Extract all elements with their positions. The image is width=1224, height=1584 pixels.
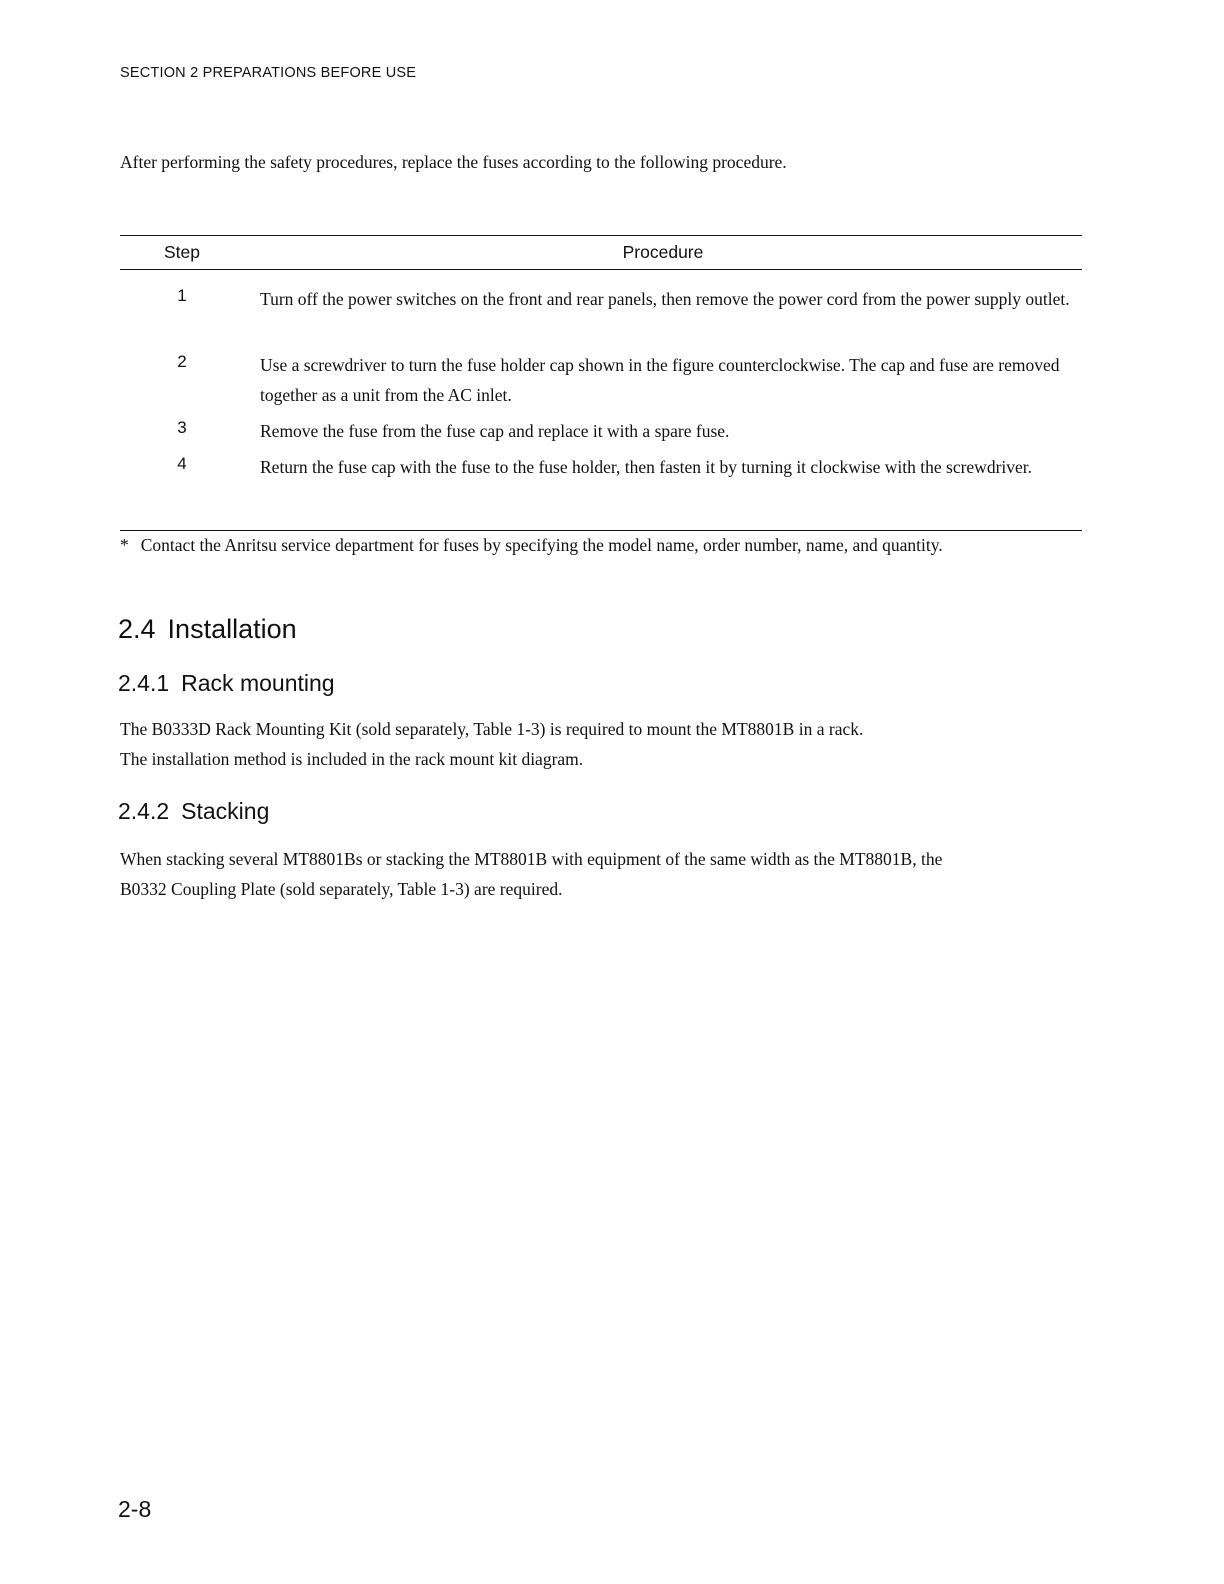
stacking-paragraph — [120, 844, 1080, 904]
column-header-procedure: Procedure — [622, 242, 704, 262]
table-row — [120, 284, 1082, 344]
step-number: 4 — [177, 454, 187, 473]
paragraph-line: B0332 Coupling Plate (sold separately, Table 1-3) are required. — [120, 879, 563, 899]
table-header-row — [120, 236, 1082, 269]
rack-mounting-paragraph — [120, 714, 1080, 774]
step-procedure: Return the fuse cap with the fuse to the fuse holder, then fasten it by turning it clockwise with the screwdriver. — [260, 457, 1033, 477]
section-heading — [118, 614, 297, 645]
table-row — [120, 452, 1082, 512]
table-row — [120, 416, 1082, 446]
subsection-heading-rack — [118, 670, 335, 697]
column-header-step: Step — [164, 242, 200, 262]
note-text: Contact the Anritsu service department for fuses by specifying the model name, order number, name, and quantity. — [140, 535, 943, 555]
step-procedure: Use a screwdriver to turn the fuse holder cap shown in the figure counterclockwise. The cap and fuse are removed together as a unit from the AC inlet. — [260, 355, 1060, 405]
paragraph-line: When stacking several MT8801Bs or stacking the MT8801B with equipment of the same width as the MT8801B, the — [120, 849, 943, 869]
step-number: 3 — [177, 418, 187, 437]
table-row — [120, 350, 1082, 410]
step-number: 2 — [177, 352, 187, 371]
subsection-title: Stacking — [181, 798, 270, 824]
section-number: 2.4 — [118, 614, 156, 644]
subsection-title: Rack mounting — [181, 670, 335, 696]
subsection-heading-stacking — [118, 798, 269, 825]
subsection-number: 2.4.2 — [118, 798, 170, 824]
step-procedure: Turn off the power switches on the front and rear panels, then remove the power cord from the power supply outlet. — [260, 289, 1070, 309]
page-number: 2-8 — [118, 1496, 152, 1522]
fuse-note — [120, 535, 943, 556]
fuse-procedure-table — [120, 235, 1082, 531]
note-marker: * — [120, 535, 129, 555]
subsection-number: 2.4.1 — [118, 670, 170, 696]
step-number: 1 — [177, 286, 187, 305]
table-bottom-rule — [120, 530, 1082, 531]
table-body — [120, 270, 1082, 530]
paragraph-line: The installation method is included in the rack mount kit diagram. — [120, 749, 584, 769]
paragraph-line: The B0333D Rack Mounting Kit (sold separately, Table 1-3) is required to mount the MT8801B in a rack. — [120, 719, 864, 739]
intro-paragraph: After performing the safety procedures, replace the fuses according to the following procedure. — [120, 152, 787, 172]
running-header: SECTION 2 PREPARATIONS BEFORE USE — [120, 65, 417, 81]
step-procedure: Remove the fuse from the fuse cap and replace it with a spare fuse. — [260, 421, 730, 441]
section-title: Installation — [167, 614, 297, 644]
